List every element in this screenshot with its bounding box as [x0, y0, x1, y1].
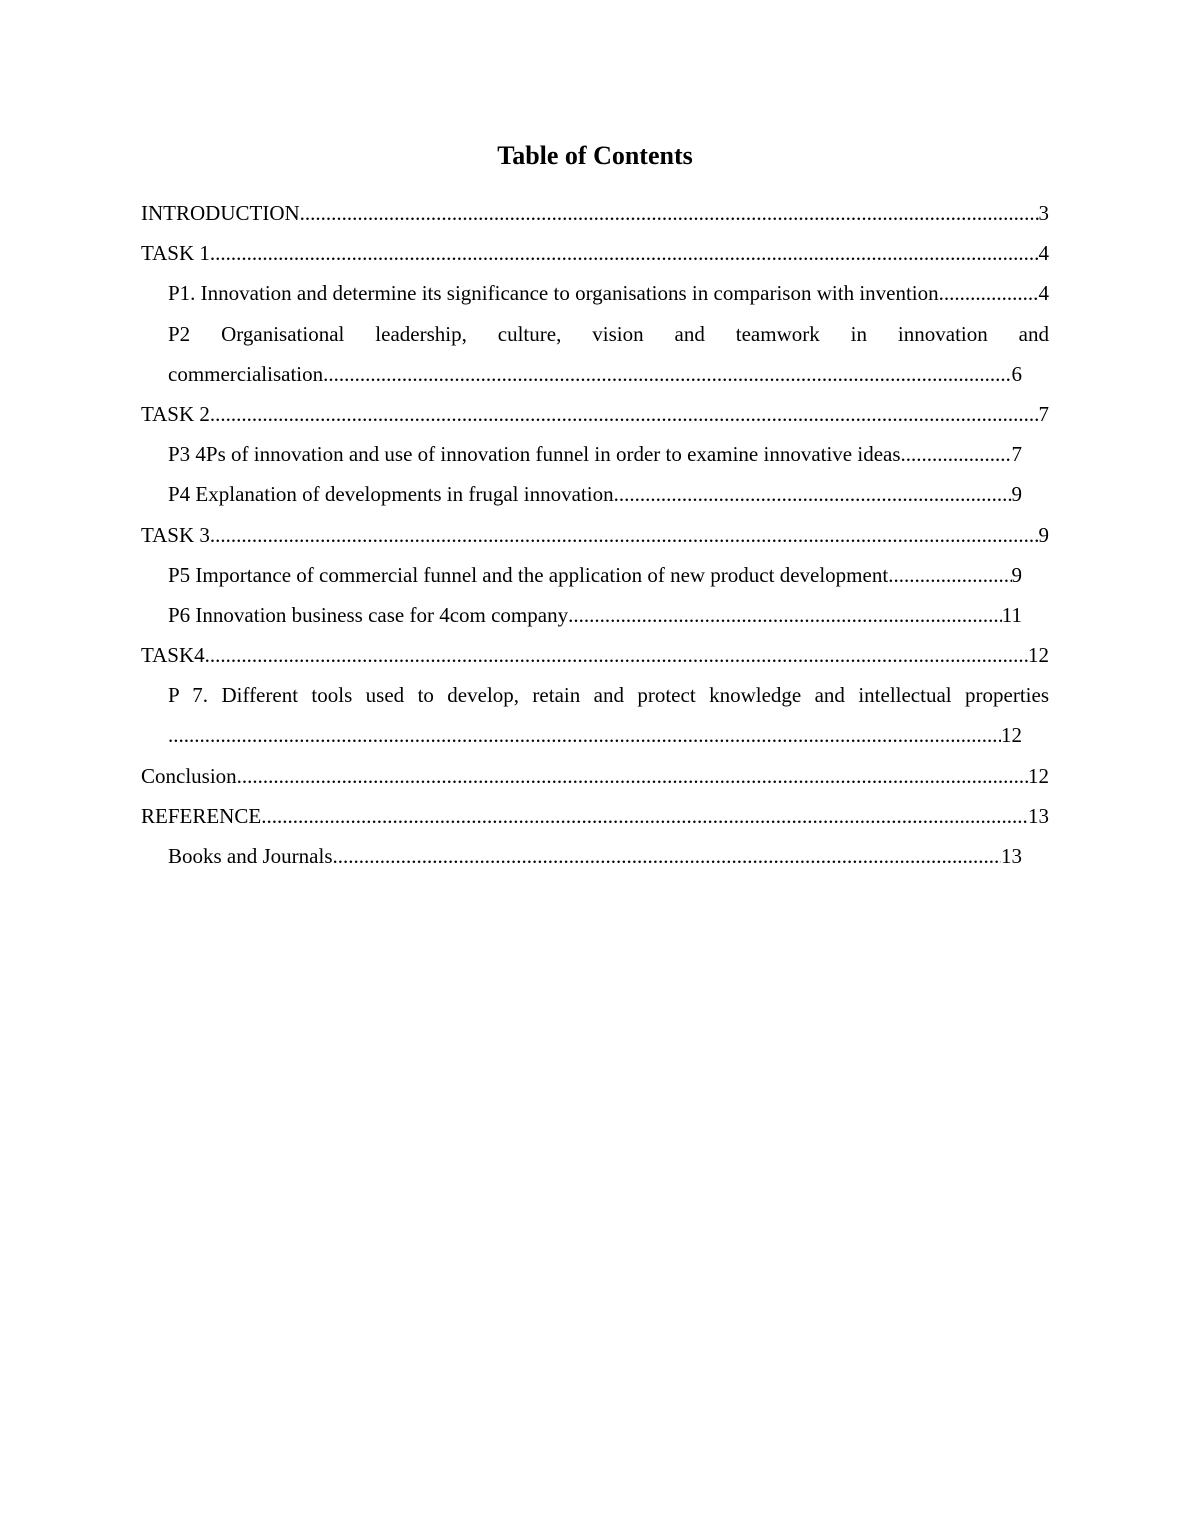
dot-leader: [901, 438, 1012, 470]
toc-entry-task1[interactable]: [141, 237, 1049, 277]
dot-leader: [568, 599, 1002, 631]
toc-entry-page: 12: [1028, 763, 1049, 788]
toc-entry-books[interactable]: [141, 840, 1049, 880]
toc-entry-label: TASK 3: [141, 522, 210, 547]
toc-entry-page: 6: [1011, 361, 1022, 386]
toc-entry-p3[interactable]: [141, 438, 1049, 478]
dot-leader: [237, 760, 1028, 792]
toc-entry-label: P6 Innovation business case for 4com company: [168, 602, 569, 627]
dot-leader: [210, 519, 1039, 551]
toc-entry-label: TASK 2: [141, 401, 210, 426]
table-of-contents: [141, 197, 1049, 880]
toc-entry-label: P3 4Ps of innovation and use of innovation funnel in order to examine innovative ideas: [168, 442, 901, 467]
toc-entry-page: 3: [1038, 201, 1049, 225]
toc-entry-task4[interactable]: [141, 639, 1049, 679]
toc-entry-label: commercialisation: [168, 361, 324, 386]
dot-leader: [888, 559, 1011, 591]
toc-entry-page: 13: [1001, 844, 1022, 868]
dot-leader: [205, 639, 1028, 671]
dot-leader: [333, 840, 1002, 872]
toc-entry-label: Books and Journals: [168, 844, 333, 868]
toc-entry-p2[interactable]: [141, 358, 1049, 398]
toc-entry-label: P 7. Different tools used to develop, retain and protect knowledge and intellectual properties: [168, 683, 1049, 708]
toc-entry-reference[interactable]: [141, 800, 1049, 840]
toc-entry-label: Conclusion: [141, 763, 237, 788]
toc-entry-page: 12: [1001, 723, 1022, 748]
toc-entry-p2-line1[interactable]: [141, 318, 1049, 358]
toc-entry-introduction[interactable]: [141, 197, 1049, 237]
dot-leader: [210, 398, 1039, 430]
toc-entry-page: 9: [1038, 522, 1049, 547]
toc-entry-label: TASK 1: [141, 241, 210, 266]
toc-title: Table of Contents: [497, 141, 693, 170]
dot-leader: [261, 800, 1028, 832]
dot-leader: [168, 719, 1001, 751]
toc-entry-page: 9: [1011, 562, 1022, 587]
toc-entry-page: 11: [1001, 602, 1022, 627]
toc-entry-page: 13: [1028, 803, 1049, 828]
toc-entry-p7[interactable]: [141, 719, 1049, 759]
toc-entry-page: 4: [1038, 241, 1049, 266]
toc-entry-page: 9: [1011, 482, 1022, 507]
toc-entry-p5[interactable]: [141, 559, 1049, 599]
toc-entry-p7-line1[interactable]: [141, 679, 1049, 719]
dot-leader: [300, 197, 1039, 229]
dot-leader: [323, 358, 1011, 390]
toc-entry-label: INTRODUCTION: [141, 201, 300, 225]
toc-entry-p6[interactable]: [141, 599, 1049, 639]
toc-entry-task3[interactable]: [141, 519, 1049, 559]
toc-entry-label: P5 Importance of commercial funnel and the application of new product development: [168, 562, 889, 587]
toc-entry-task2[interactable]: [141, 398, 1049, 438]
dot-leader: [944, 277, 1039, 309]
dot-leader: [210, 237, 1039, 269]
toc-entry-label: REFERENCE: [141, 803, 262, 828]
toc-entry-label: TASK4: [141, 643, 205, 668]
toc-entry-label: P1. Innovation and determine its significance to organisations in comparison with invention.: [168, 281, 944, 306]
toc-entry-label: P4 Explanation of developments in frugal innovation: [168, 482, 614, 507]
toc-entry-page: 7: [1011, 442, 1022, 467]
toc-entry-label: P2 Organisational leadership, culture, vision and teamwork in innovation and: [168, 321, 1049, 346]
toc-entry-p1[interactable]: [141, 277, 1049, 317]
toc-entry-page: 12: [1028, 643, 1049, 668]
toc-entry-p4[interactable]: [141, 478, 1049, 518]
toc-entry-page: 7: [1038, 401, 1049, 426]
toc-entry-page: 4: [1038, 281, 1049, 306]
dot-leader: [614, 478, 1012, 510]
toc-entry-conclusion[interactable]: [141, 760, 1049, 800]
